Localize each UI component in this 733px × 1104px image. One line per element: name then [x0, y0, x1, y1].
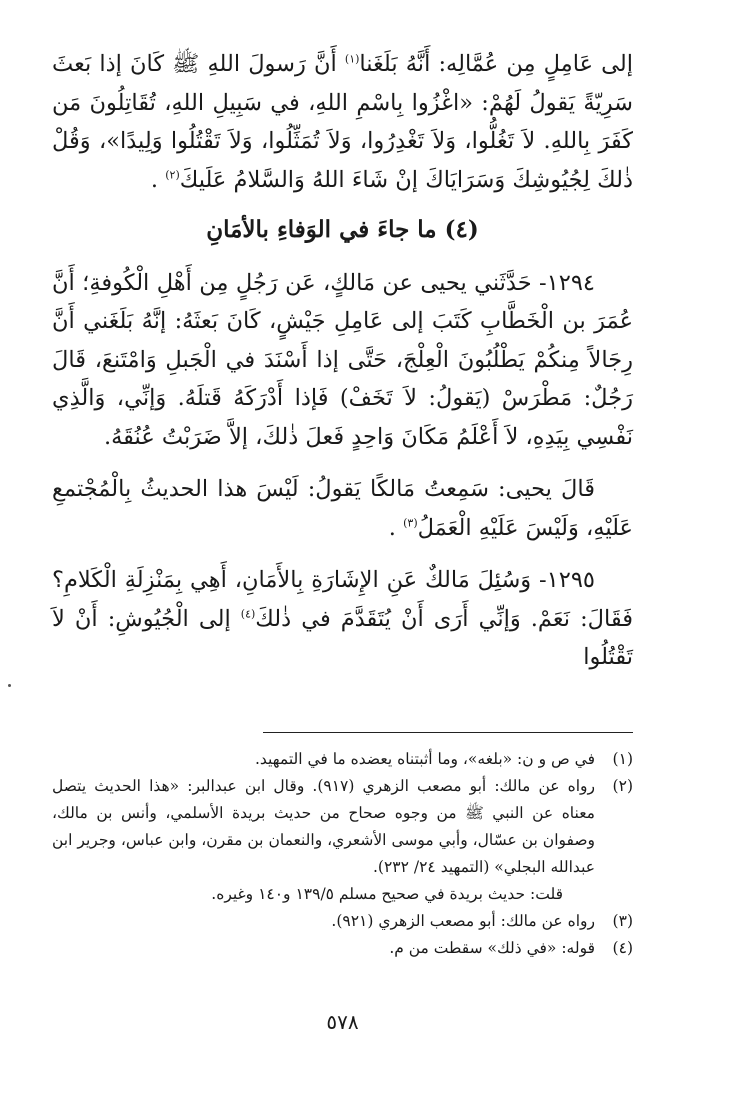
footnote-text: رواه عن مالك: أبو مصعب الزهري (٩٢١).: [331, 912, 595, 930]
footnote-ref-4: (٤): [240, 607, 256, 620]
intro-text-part2: أَنَّ رَسولَ اللهِ ﷺ كَانَ إذا بَعثَ سَرِيّةً يَقولُ لَهُمْ: «اغْزُوا بِاسْمِ اللهِ، في سَبِيلِ اللهِ، تُقَاتِلُونَ مَن كَفَرَ بِاللهِ. لاَ تَغُلُّوا، وَلاَ تَغْدِرُوا، وَلاَ تُمَثِّلُوا، وَلاَ تَقْتُلُوا وَلِيدًا»، وَقُلْ ذٰلكَ لِجُيُوشِكَ وَسَرَايَاكَ إنْ شَاءَ اللهُ وَالسَّلامُ عَلَيكَ: [52, 51, 633, 193]
footnote-text: قوله: «في ذلك» سقطت من م.: [389, 939, 595, 957]
margin-mark: [8, 684, 11, 687]
footnote-number: (١): [612, 750, 633, 768]
book-page: [52, 45, 633, 1064]
hadith-1294: ١٢٩٤- حَدَّثَني يحيى عن مَالكٍ، عَن رَجُلٍ مِن أَهْلِ الْكُوفةِ؛ أَنَّ عُمَرَ بن الْخَطَّابِ كَتَبَ إلى عَامِلِ جَيْشٍ، كَانَ بَعثَهُ: إنَّهُ بَلَغَني أَنَّ رِجَالاً مِنكُمْ يَطْلُبُونَ الْعِلْجَ، حَتَّى إذا أَسْنَدَ في الْجَبلِ وَامْتَنعَ، قَالَ رَجُلٌ: مَطْرَسْ (يَقولُ: لاَ تَخَفْ) فَإذا أَدْرَكَهُ قَتلَهُ. وَإنِّي، وَالَّذِي نَفْسِي بِيَدِهِ، لاَ أَعْلَمُ مَكَانَ وَاحِدٍ فَعلَ ذٰلكَ، إلاَّ ضَرَبْتُ عُنُقَهُ.: [52, 269, 633, 450]
footnote-text: رواه عن مالك: أبو مصعب الزهري (٩١٧). وقال ابن عبدالبر: «هذا الحديث يتصل معناه عن النبي ﷺ من وجوه صحاح من حديث بريدة الأسلمي، وأنس بن مالك، وصفوان بن عسّال، وأبي موسى الأشعري، والنعمان بن مقرن، وابن عباس، وجرير ابن عبدالله البجلي» (التمهيد ٢٤/ ٢٣٢).: [52, 777, 595, 876]
footnote-number: (٣): [612, 912, 633, 930]
footnote-1: [52, 746, 633, 773]
yahya-note-text: قَالَ يحيى: سَمِعتُ مَالكًا يَقولُ: لَيْسَ هذا الحديثُ بِالْمُجْتمعِ عَلَيْهِ، وَلَيْسَ عَلَيْهِ الْعَمَلُ: [52, 476, 633, 541]
footnote-4: [52, 935, 633, 962]
yahya-note: [52, 470, 633, 547]
chapter-heading: (٤) ما جاءَ في الوَفاءِ بالأمَانِ: [206, 216, 479, 243]
intro-paragraph: [52, 45, 633, 199]
hadith-1295: [52, 561, 633, 677]
main-text: [52, 45, 633, 677]
footnote-ref-1: (١): [344, 52, 360, 66]
footnote-text: قلت: حديث بريدة في صحيح مسلم ١٣٩/٥ و١٤٠ وغيره.: [211, 885, 563, 903]
intro-text-part1: إلى عَامِلٍ مِن عُمَّالِه: أَنَّهُ بَلَغَنا: [359, 51, 633, 77]
footnote-number: (٢): [612, 777, 633, 795]
footnote-3: [52, 908, 633, 935]
yahya-note-end: .: [388, 514, 404, 541]
footnote-ref-3: (٣): [403, 516, 418, 529]
page-number: ٥٧٨: [326, 1010, 359, 1034]
footnote-number: (٤): [612, 939, 633, 957]
footnote-text: في ص و ن: «بلغه»، وما أثبتناه يعضده ما في التمهيد.: [254, 750, 595, 768]
footnotes: [52, 746, 633, 962]
hadith-1295-text-part2: إلى الْجُيُوشِ: أَنْ لاَ تَقْتُلُوا: [52, 605, 633, 670]
footnote-ref-2: (٢): [165, 168, 180, 181]
footnote-divider: [263, 732, 633, 733]
hadith-1295-text-part1: ١٢٩٥- وَسُئِلَ مَالكٌ عَنِ الإِشَارَةِ بِالأَمَانِ، أَهِي بِمَنْزِلَةِ الْكَلامِ؟ فَقَالَ: نَعَمْ. وَإنِّي أَرَى أَنْ يُتَقَدَّمَ في ذٰلكَ: [52, 567, 633, 632]
footnote-2: [52, 773, 633, 881]
intro-text-end: .: [150, 166, 166, 193]
footnote-2-comment: [52, 881, 633, 908]
